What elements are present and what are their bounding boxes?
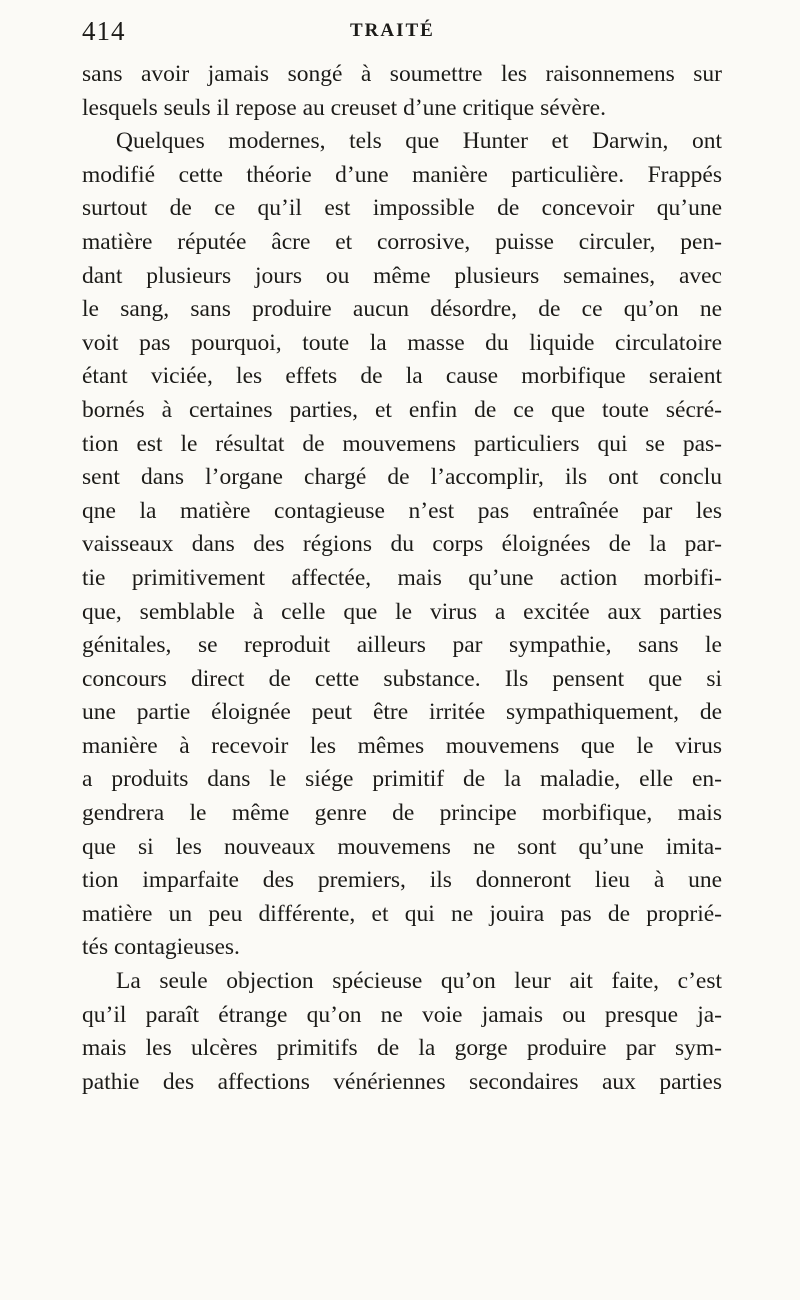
- text-line: tion est le résultat de mouvemens particuliers qui se pas-: [82, 430, 722, 457]
- text-line: tie primitivement affectée, mais qu’une action morbifi-: [82, 564, 722, 591]
- text-line: Quelques modernes, tels que Hunter et Darwin, ont: [116, 128, 722, 155]
- text-line: vaisseaux dans des régions du corps éloignées de la par-: [82, 531, 722, 558]
- paragraph-2: [82, 125, 722, 965]
- text-line: tion imparfaite des premiers, ils donneront lieu à une: [82, 867, 722, 894]
- text-line: génitales, se reproduit ailleurs par sympathie, sans le: [82, 632, 722, 659]
- running-title: TRAITÉ: [350, 20, 435, 41]
- page-number: 414: [82, 16, 126, 46]
- text-line: qu’il paraît étrange qu’on ne voie jamais ou presque ja-: [82, 1001, 722, 1028]
- text-line: concours direct de cette substance. Ils pensent que si: [82, 665, 722, 692]
- body-text: [82, 58, 722, 1099]
- text-line: a produits dans le siége primitif de la maladie, elle en-: [82, 766, 722, 793]
- text-line: voit pas pourquoi, toute la masse du liquide circulatoire: [82, 329, 722, 356]
- text-line: lesquels seuls il repose au creuset d’une critique sévère.: [82, 94, 606, 121]
- text-line: bornés à certaines parties, et enfin de ce que toute sécré-: [82, 396, 722, 423]
- text-line: sans avoir jamais songé à soumettre les raisonnemens sur: [82, 61, 722, 87]
- text-line: que, semblable à celle que le virus a excitée aux parties: [82, 598, 722, 625]
- text-line: matière réputée âcre et corrosive, puisse circuler, pen-: [82, 228, 722, 255]
- text-line: La seule objection spécieuse qu’on leur ait faite, c’est: [116, 968, 722, 995]
- text-line: tés contagieuses.: [82, 934, 240, 961]
- text-line: matière un peu différente, et qui ne jouira pas de proprié-: [82, 900, 722, 927]
- text-line: pathie des affections vénériennes secondaires aux parties: [82, 1068, 722, 1095]
- text-line: une partie éloignée peut être irritée sympathiquement, de: [82, 699, 722, 726]
- text-line: dant plusieurs jours ou même plusieurs semaines, avec: [82, 262, 722, 289]
- text-line: sent dans l’organe chargé de l’accomplir, ils ont conclu: [82, 464, 722, 491]
- text-line: qne la matière contagieuse n’est pas entraînée par les: [82, 497, 722, 524]
- text-line: modifié cette théorie d’une manière particulière. Frappés: [82, 161, 722, 188]
- text-line: surtout de ce qu’il est impossible de concevoir qu’une: [82, 195, 722, 222]
- paragraph-1: [82, 58, 722, 125]
- text-line: le sang, sans produire aucun désordre, de ce qu’on ne: [82, 296, 722, 323]
- text-line: manière à recevoir les mêmes mouvemens que le virus: [82, 732, 722, 759]
- text-line: gendrera le même genre de principe morbifique, mais: [82, 800, 722, 827]
- running-head: [82, 12, 722, 52]
- text-line: que si les nouveaux mouvemens ne sont qu’une imita-: [82, 833, 722, 860]
- paragraph-3: [82, 965, 722, 1099]
- text-line: mais les ulcères primitifs de la gorge produire par sym-: [82, 1035, 722, 1062]
- text-line: étant viciée, les effets de la cause morbifique seraient: [82, 363, 722, 390]
